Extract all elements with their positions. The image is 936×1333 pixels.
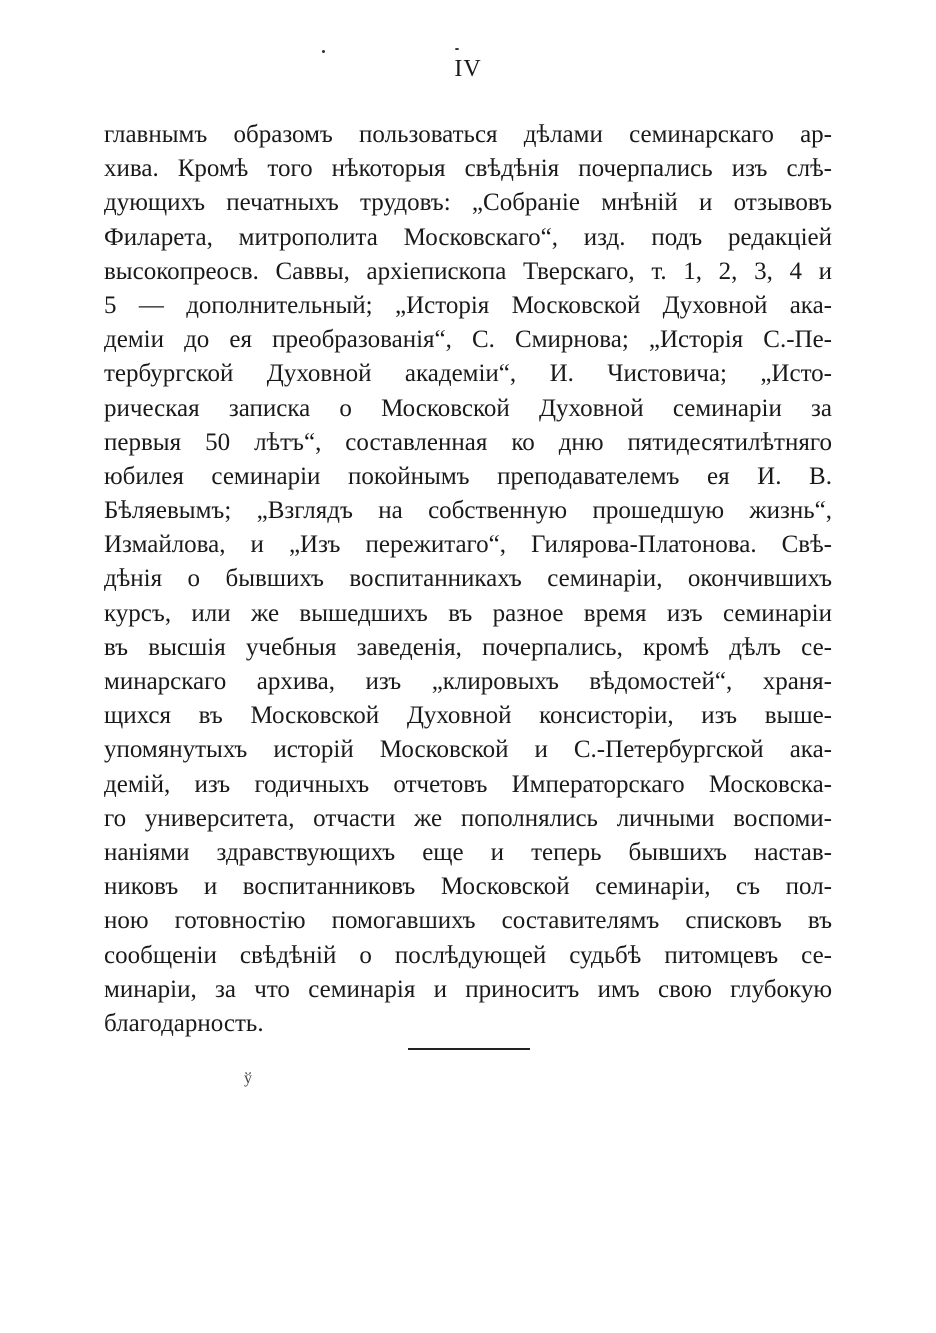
text-line: юбилея семинаріи покойнымъ преподавателемъ ея И. В. bbox=[104, 462, 832, 490]
page-number: IV bbox=[454, 56, 482, 82]
text-line: наніями здравствующихъ еще и теперь бывшихъ настав- bbox=[104, 838, 832, 866]
text-line: тербургской Духовной академіи“, И. Чистовича; „Исто- bbox=[104, 360, 832, 388]
text-line: курсъ, или же вышедшихъ въ разное время изъ семинаріи bbox=[104, 599, 832, 627]
stray-mark: ў bbox=[244, 1070, 252, 1087]
text-line: высокопреосв. Саввы, архіепископа Тверскаго, т. 1, 2, 3, 4 и bbox=[104, 257, 832, 285]
text-line: хива. Кромѣ того нѣкоторыя свѣдѣнія почерпались изъ слѣ- bbox=[104, 155, 832, 183]
text-line: упомянутыхъ исторій Московской и С.-Петербургской ака- bbox=[104, 736, 832, 764]
text-line: минаріи, за что семинарія и приноситъ имъ свою глубокую bbox=[104, 975, 832, 1003]
text-line: первыя 50 лѣтъ“, составленная ко дню пятидесятилѣтняго bbox=[104, 428, 832, 456]
text-line: въ высшія учебныя заведенія, почерпались, кромѣ дѣлъ се- bbox=[104, 633, 832, 661]
text-line: деміи до ея преобразованія“, С. Смирнова; „Исторія С.-Пе- bbox=[104, 326, 832, 354]
text-line: главнымъ образомъ пользоваться дѣлами семинарскаго ар- bbox=[104, 121, 832, 148]
text-line: рическая записка о Московской Духовной семинаріи за bbox=[104, 394, 832, 422]
section-end-rule bbox=[408, 1048, 530, 1050]
text-line: Бѣляевымъ; „Взглядъ на собственную прошедшую жизнь“, bbox=[104, 497, 832, 525]
text-line: 5 — дополнительный; „Исторія Московской Духовной ака- bbox=[104, 291, 832, 319]
text-line: минарскаго архива, изъ „клировыхъ вѣдомостей“, храня- bbox=[104, 668, 832, 695]
text-line: сообщеніи свѣдѣній о послѣдующей судьбѣ питомцевъ се- bbox=[104, 941, 832, 969]
ink-speck bbox=[322, 50, 325, 53]
text-line: демій, изъ годичныхъ отчетовъ Императорскаго Московска- bbox=[104, 770, 832, 798]
text-line: никовъ и воспитанниковъ Московской семинаріи, съ пол- bbox=[104, 873, 832, 901]
ink-speck bbox=[455, 48, 459, 50]
text-line: Филарета, митрополита Московскаго“, изд. подъ редакціей bbox=[104, 223, 832, 251]
text-line: дѣнія о бывшихъ воспитанникахъ семинаріи, окончившихъ bbox=[104, 565, 832, 593]
text-line: благодарность. bbox=[104, 1009, 264, 1037]
text-line: щихся въ Московской Духовной консисторіи, изъ выше- bbox=[104, 702, 832, 730]
text-line: Измайлова, и „Изъ пережитаго“, Гилярова-Платонова. Свѣ- bbox=[104, 531, 832, 559]
text-line: го университета, отчасти же пополнялись личными воспоми- bbox=[104, 804, 832, 832]
body-text bbox=[104, 118, 832, 1041]
text-line: ною готовностію помогавшихъ составителямъ списковъ въ bbox=[104, 907, 832, 935]
text-line: дующихъ печатныхъ трудовъ: „Собраніе мнѣній и отзывовъ bbox=[104, 189, 832, 217]
